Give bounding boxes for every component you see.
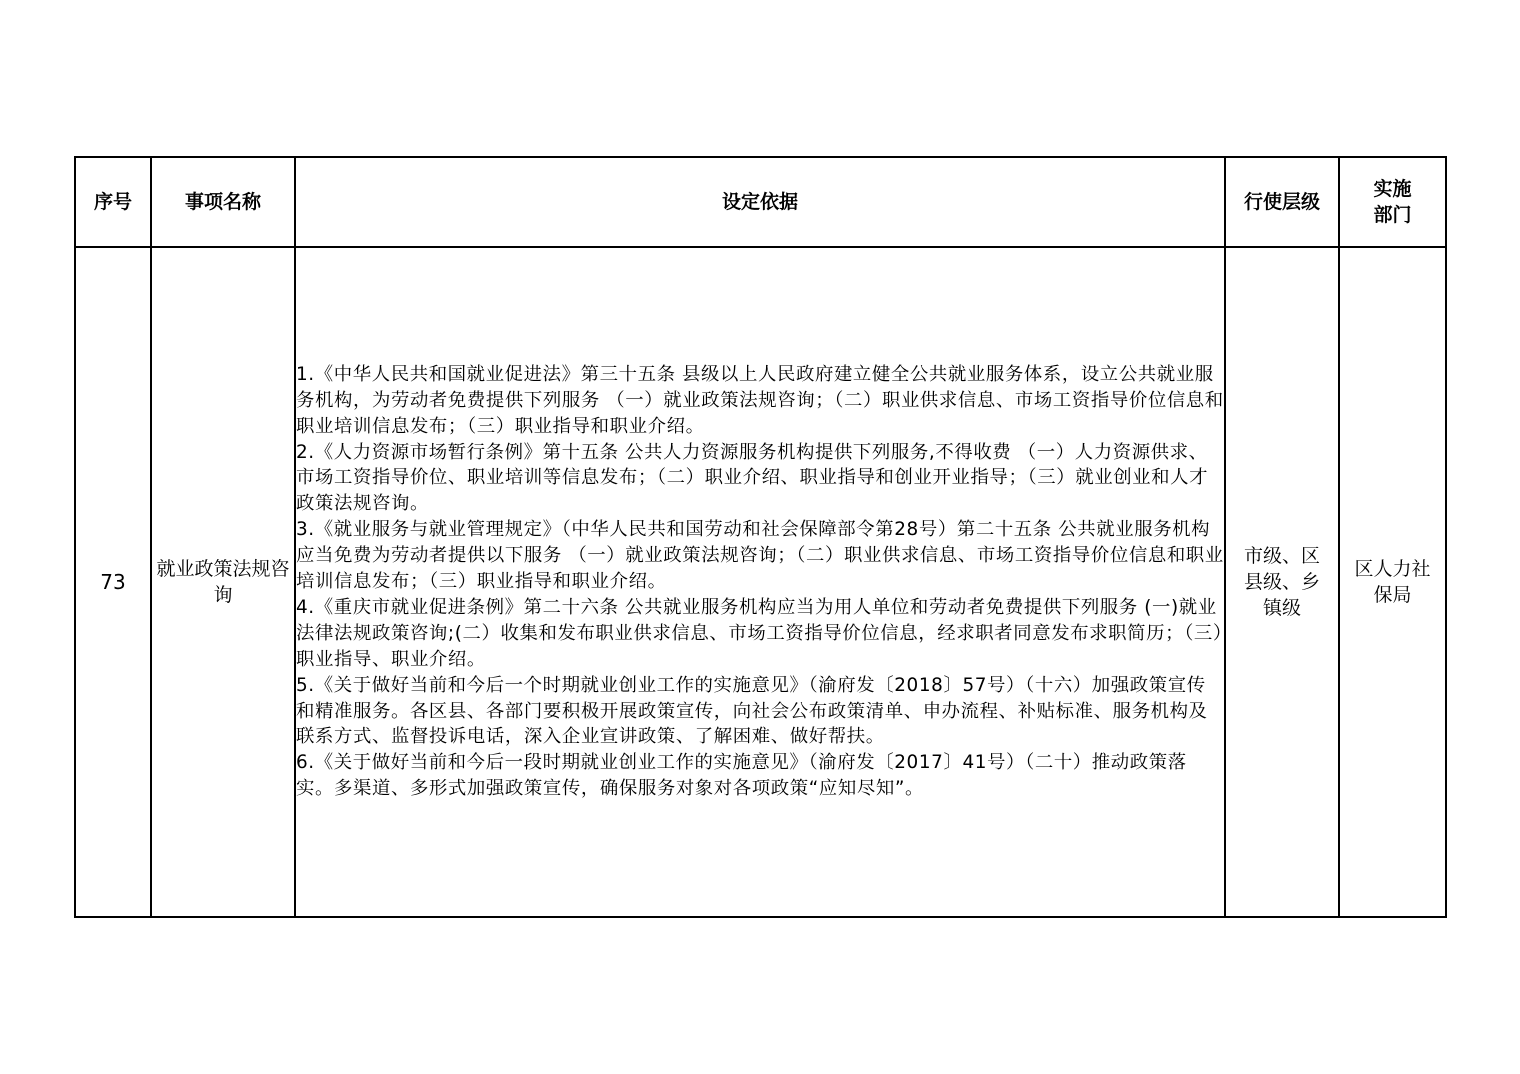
- header-dept-line1: 实施: [1373, 178, 1412, 200]
- header-seq: 序号: [75, 157, 151, 247]
- row-item-name: 就业政策法规咨询: [151, 247, 295, 917]
- basis-clause-4: 4.《重庆市就业促进条例》第二十六条 公共就业服务机构应当为用人单位和劳动者免费提供下列服务 (一)就业法律法规政策咨询;(二）收集和发布职业供求信息、市场工资指导价位信息，经求职者同意发布求职简历；（三）职业指导、职业介绍。: [296, 596, 1223, 670]
- header-item-name: 事项名称: [151, 157, 295, 247]
- basis-clause-5: 5.《关于做好当前和今后一个时期就业创业工作的实施意见》（渝府发〔2018〕57号）（十六）加强政策宣传和精准服务。各区县、各部门要积极开展政策宣传，向社会公布政策清单、申办流程、补贴标准、服务机构及联系方式、监督投诉电话，深入企业宣讲政策、了解困难、做好帮扶。: [296, 674, 1208, 748]
- row-dept-line1: 区人力社: [1354, 558, 1431, 580]
- header-level: 行使层级: [1225, 157, 1339, 247]
- row-level-line2: 县级、乡: [1243, 571, 1320, 593]
- header-row: [75, 157, 1446, 247]
- basis-clause-2: 2.《人力资源市场暂行条例》第十五条 公共人力资源服务机构提供下列服务,不得收费 （一）人力资源供求、市场工资指导价位、职业培训等信息发布；（二）职业介绍、职业指导和创业开业指导；（三）就业创业和人才政策法规咨询。: [296, 441, 1209, 515]
- policy-table: [74, 156, 1447, 918]
- basis-clause-6: 6.《关于做好当前和今后一段时期就业创业工作的实施意见》（渝府发〔2017〕41号）（二十）推动政策落实。多渠道、多形式加强政策宣传，确保服务对象对各项政策“应知尽知”。: [296, 752, 1187, 800]
- header-dept-line2: 部门: [1373, 204, 1412, 226]
- row-level: [1225, 247, 1339, 917]
- row-basis: [295, 247, 1225, 917]
- row-seq: 73: [75, 247, 151, 917]
- table-row: [75, 247, 1446, 917]
- basis-clause-1: 1.《中华人民共和国就业促进法》第三十五条 县级以上人民政府建立健全公共就业服务体系，设立公共就业服务机构，为劳动者免费提供下列服务 （一）就业政策法规咨询；（二）职业供求信息、市场工资指导价位信息和职业培训信息发布；（三）职业指导和职业介绍。: [296, 363, 1224, 437]
- header-dept: [1339, 157, 1446, 247]
- row-level-line3: 镇级: [1262, 597, 1301, 619]
- basis-clause-3: 3.《就业服务与就业管理规定》（中华人民共和国劳动和社会保障部令第28号）第二十五条 公共就业服务机构应当免费为劳动者提供以下服务 （一）就业政策法规咨询；（二）职业供求信息、市场工资指导价位信息和职业培训信息发布；（三）职业指导和职业介绍。: [296, 519, 1224, 593]
- row-level-line1: 市级、区: [1243, 545, 1320, 567]
- row-dept-line2: 保局: [1373, 584, 1412, 606]
- row-dept: [1339, 247, 1446, 917]
- header-basis: 设定依据: [295, 157, 1225, 247]
